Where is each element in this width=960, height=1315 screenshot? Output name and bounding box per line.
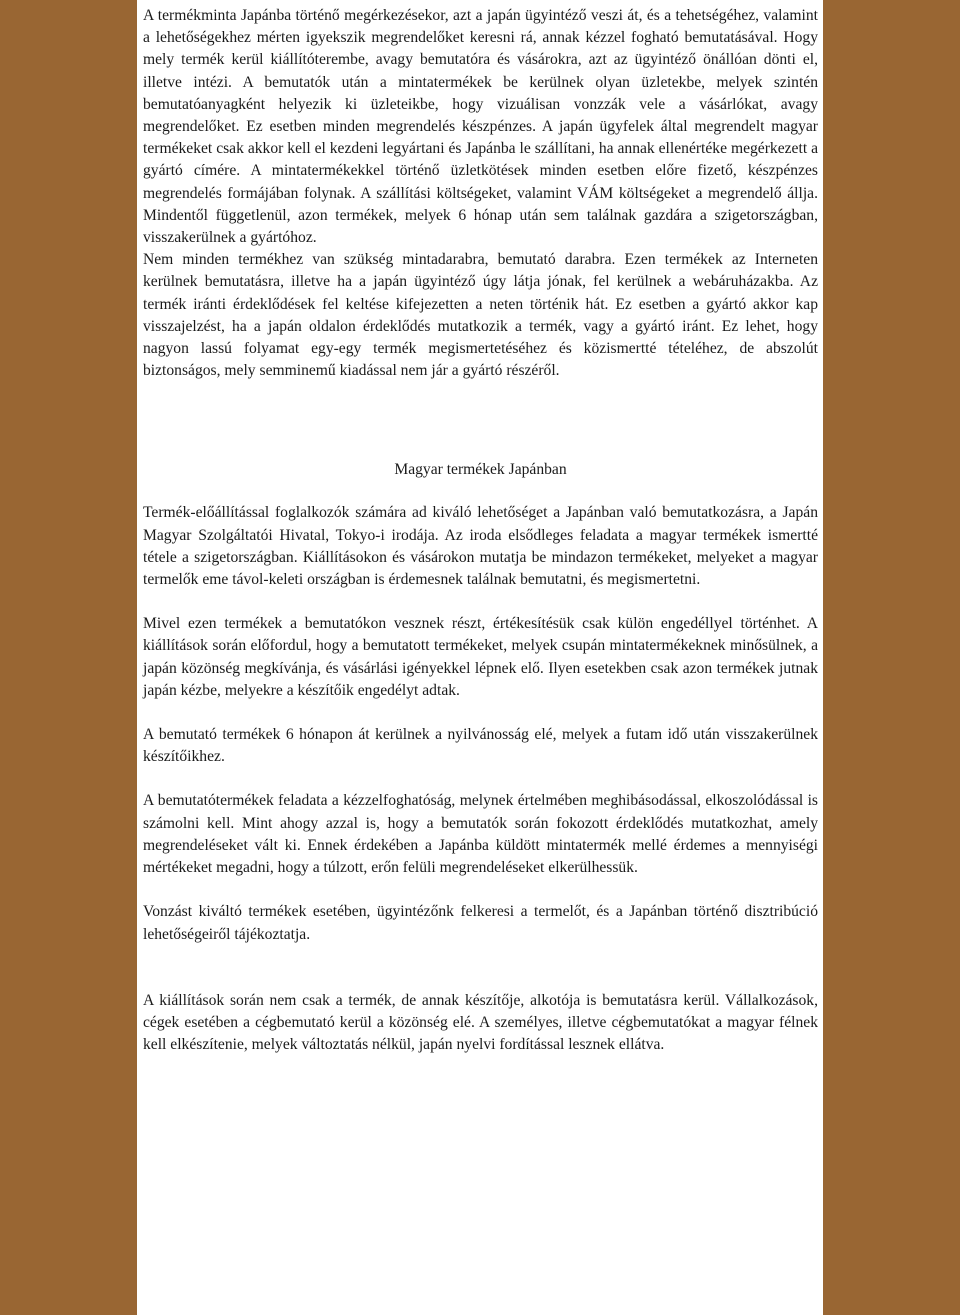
- spacer: [143, 481, 818, 502]
- spacer: [143, 382, 818, 459]
- section-paragraph-5: Vonzást kiváltó termékek esetében, ügyintézőnk felkeresi a termelőt, és a Japánban történő disztribúció lehetőségeiről tájékoztatja.: [143, 903, 818, 943]
- section-paragraph-4: A bemutatótermékek feladata a kézzelfoghatóság, melynek értelmében meghibásodással, elkoszolódással is számolni kell. Mint ahogy azzal is, hogy a bemutatók során fokozott érdeklődés mutatkozhat, amely megrendeléseket vált ki. Ennek érdekében a Japánba küldött mintatermék mellé érdemes a mennyiségi mértékeket megadni, hogy a túlzott, erőn felüli megrendeléseket elkerülhessük.: [143, 792, 818, 877]
- spacer: [143, 591, 818, 613]
- section-paragraph-1: Termék-előállítással foglalkozók számára ad kiváló lehetőséget a Japánban való bemutatkozásra, a Japán Magyar Szolgáltatói Hivatal, Tokyo-i irodája. Az iroda elsődleges feladata a magyar termékek ismertté tétele a szigetországban. Kiállításokon és vásárokon mutatja be mindazon termékeket, melyeket a magyar termelők eme távol-keleti országban is érdemesnek találnak bemutatni, és megismertetni.: [143, 504, 818, 589]
- document-page: [137, 0, 823, 1315]
- section-paragraph-6: A kiállítások során nem csak a termék, de annak készítője, alkotója is bemutatásra kerül. Vállalkozások, cégek esetében a cégbemutató kerül a közönség elé. A személyes, illetve cégbemutatókat a magyar félnek kell elkészítenie, melyek változtatás nélkül, japán nyelvi fordítással lesznek ellátva.: [143, 991, 818, 1054]
- intro-paragraph-1: A termékminta Japánba történő megérkezésekor, azt a japán ügyintéző veszi át, és a tehetségéhez, valamint a lehetőségekhez mérten igyekszik megrendelőket keresni rá, annak kézzel fogható bemutatásával. Hogy mely termék kerül kiállítóterembe, avagy bemutatóra és vásárokra, azt az ügyintéző önállóan dönti el, illetve intézi. A bemutatók után a mintatermékek be kerülnek olyan üzletekbe, melyek szintén bemutatóanyagként helyezik ki üzleteikbe, hogy vizuálisan vonzzák vele a vásárlókat, avagy megrendelőket. Ez esetben minden megrendelés készpénzes. A japán ügyfelek által megrendelt magyar termékeket csak akkor kell el kezdeni legyártani és Japánba le szállítani, ha annak ellenértéke megérkezett a gyártó címére. A mintatermékekkel történő üzletkötések minden esetben előre fizető, készpénzes megrendelés formájában folynak. A szállítási költségeket, valamint VÁM költségeket a megrendelő állja. Mindentől függetlenül, azon termékek, melyek 6 hónap után sem találnak gazdára a szigetországban, visszakerülnek a gyártóhoz.: [143, 7, 818, 247]
- spacer: [143, 702, 818, 724]
- section-paragraph-2: Mivel ezen termékek a bemutatókon vesznek részt, értékesítésük csak külön engedéllyel történhet. A kiállítások során előfordul, hogy a bemutatott termékeket, melyek csupán mintatermékeknek minősülnek, a japán közönség megkívánja, és vásárlási igényekkel lépnek elő. Ilyen esetekben csak azon termékek jutnak japán kézbe, melyekre a készítőik engedélyt adtak.: [143, 615, 818, 699]
- section-title: Magyar termékek Japánban: [394, 461, 567, 479]
- section-paragraph-3: A bemutató termékek 6 hónapon át kerülnek a nyilvánosság elé, melyek a futam idő után visszakerülnek készítőikhez.: [143, 726, 818, 766]
- spacer: [143, 946, 818, 990]
- intro-paragraph-2: Nem minden termékhez van szükség mintadarabra, bemutató darabra. Ezen termékek az Interneten kerülnek bemutatásra, illetve ha a japán ügyintéző úgy látja jónak, fel kerülnek a webáruházakba. Az termék iránti érdeklődések fel keltése kifejezetten a neten történik hát. Ez esetben a gyártó akkor kap visszajelzést, ha a japán oldalon érdeklődés mutatkozik a termék, vagy a gyártó iránt. Ez lehet, hogy nagyon lassú folyamat egy-egy termék megismertetéséhez és közismertté tételéhez, de abszolút biztonságos, mely semminemű kiadással nem jár a gyártó részéről.: [143, 251, 818, 380]
- spacer: [143, 768, 818, 790]
- spacer: [143, 879, 818, 901]
